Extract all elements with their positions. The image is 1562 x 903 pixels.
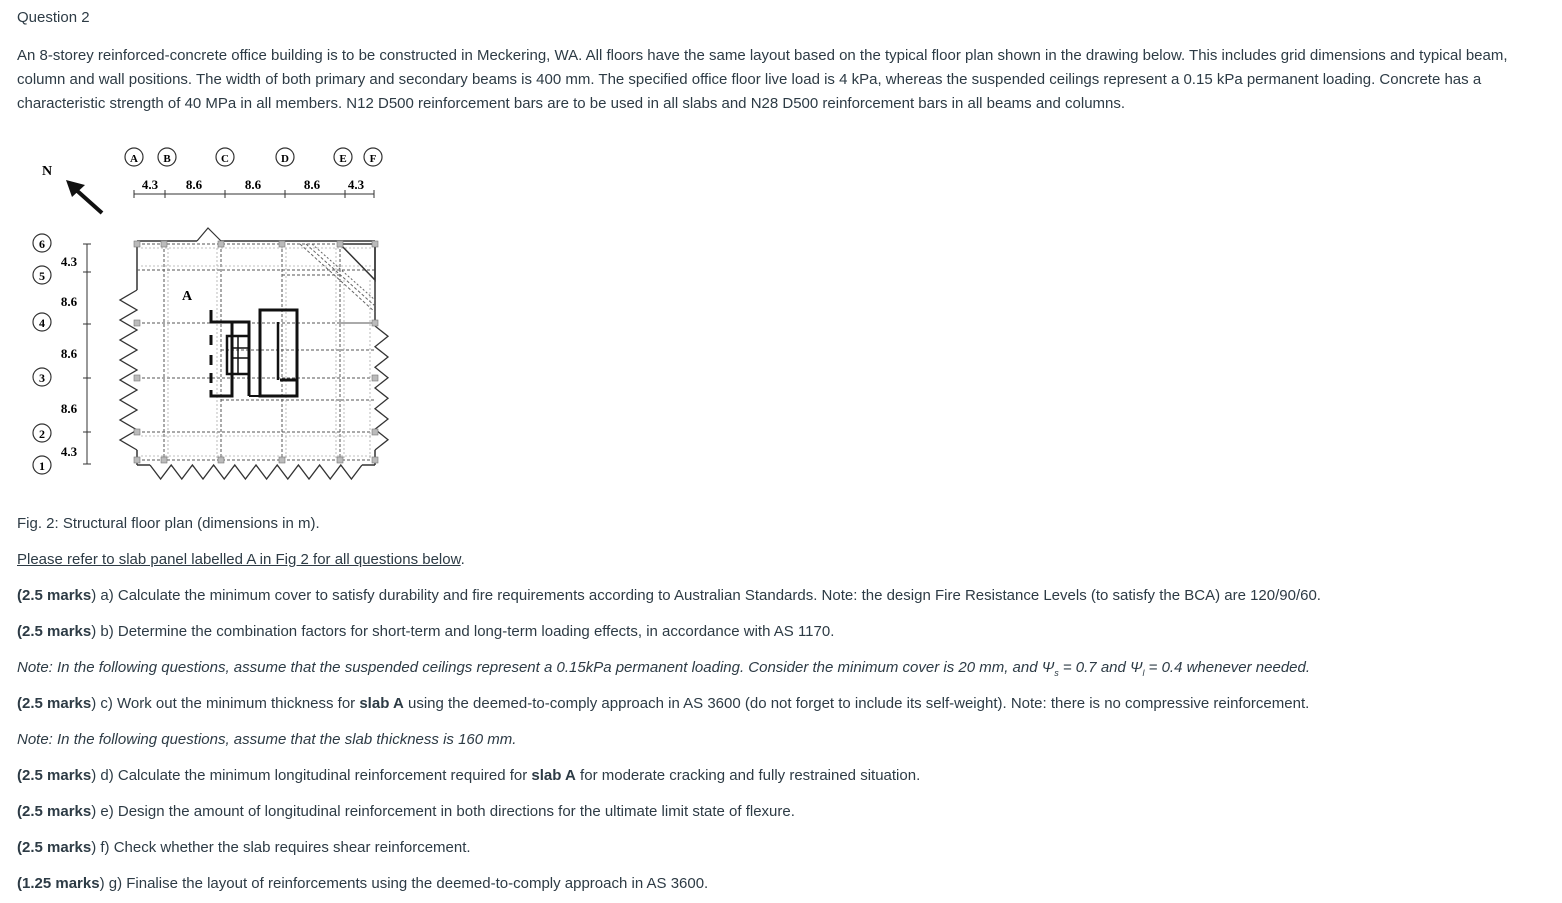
part-a bbox=[17, 587, 1321, 604]
column-spacing-label: 8.6 bbox=[244, 177, 262, 192]
north-arrow-icon bbox=[66, 180, 102, 213]
column-spacing-label: 8.6 bbox=[185, 177, 203, 192]
svg-text:2: 2 bbox=[39, 427, 45, 441]
part-d-bold: slab A bbox=[531, 767, 576, 784]
row-grid-bubble bbox=[33, 313, 51, 331]
part-b bbox=[17, 623, 834, 640]
column-marker bbox=[372, 241, 378, 247]
part-b-marks: (2.5 marks bbox=[17, 623, 92, 640]
row-grid-bubble bbox=[33, 424, 51, 442]
row-grid-bubble bbox=[33, 456, 51, 474]
north-label: N bbox=[42, 164, 53, 179]
part-d-text2: for moderate cracking and fully restrained situation. bbox=[575, 767, 921, 784]
column-marker bbox=[372, 320, 378, 326]
row-spacing-label: 8.6 bbox=[60, 346, 78, 361]
part-b-text: ) b) Determine the combination factors for short-term and long-term loading effects, in accordance with AS 1170. bbox=[91, 623, 835, 640]
row-grid-bubble bbox=[33, 234, 51, 252]
note-cover-p2: = 0.7 and Ψ bbox=[1058, 659, 1143, 676]
part-c-text2: using the deemed-to-comply approach in AS 3600 (do not forget to include its self-weight). Note: there is no compressive reinforcement. bbox=[403, 695, 1310, 712]
row-spacing-label: 4.3 bbox=[60, 254, 78, 269]
column-grid-bubble bbox=[158, 148, 176, 166]
svg-text:4: 4 bbox=[39, 316, 45, 330]
panel-label: A bbox=[182, 289, 193, 304]
beam-grid bbox=[137, 244, 375, 462]
refer-suffix: . bbox=[460, 551, 465, 568]
question-intro: An 8-storey reinforced-concrete office building is to be constructed in Meckering, WA. All floors have the same layout based on the typical floor plan shown in the drawing below. This includes grid dimensions and typical beam, column and wall positions. The width of both primary and secondary beams is 400 mm. The specified office floor live load is 4 kPa, whereas the suspended ceilings represent a 0.15 kPa permanent loading. Concrete has a characteristic strength of 40 MPa in all members. N12 D500 reinforcement bars are to be used in all slabs and N28 D500 reinforcement bars in all beams and columns. bbox=[17, 47, 1508, 112]
column-marker bbox=[134, 429, 140, 435]
corner-wall bbox=[300, 244, 375, 312]
question-title: Question 2 bbox=[17, 9, 90, 26]
column-grid-bubble bbox=[216, 148, 234, 166]
row-spacing-label: 8.6 bbox=[60, 294, 78, 309]
svg-text:E: E bbox=[339, 153, 347, 165]
column-grid-bubble bbox=[276, 148, 294, 166]
row-grid-bubble bbox=[33, 266, 51, 284]
svg-text:6: 6 bbox=[39, 237, 45, 251]
part-f-marks: (2.5 marks bbox=[17, 839, 92, 856]
refer-paragraph bbox=[17, 551, 465, 568]
column-grid-bubble bbox=[334, 148, 352, 166]
column-spacing-label: 8.6 bbox=[303, 177, 321, 192]
column-spacing-label: 4.3 bbox=[141, 177, 159, 192]
column-marker bbox=[279, 457, 285, 463]
part-a-text: ) a) Calculate the minimum cover to satisfy durability and fire requirements according to Australian Standards. Note: the design Fire Resistance Levels (to satisfy the BCA) are 120/90/60. bbox=[91, 587, 1321, 604]
svg-text:5: 5 bbox=[39, 269, 45, 283]
column-marker bbox=[218, 241, 224, 247]
part-g-text: ) g) Finalise the layout of reinforcements using the deemed-to-comply approach in AS 3600. bbox=[99, 875, 709, 892]
svg-text:A: A bbox=[130, 153, 138, 165]
part-d-marks: (2.5 marks bbox=[17, 767, 92, 784]
part-f bbox=[17, 839, 471, 856]
svg-text:B: B bbox=[163, 153, 171, 165]
column-marker bbox=[161, 457, 167, 463]
column-marker bbox=[161, 241, 167, 247]
column-marker bbox=[337, 457, 343, 463]
column-marker bbox=[134, 241, 140, 247]
svg-text:1: 1 bbox=[39, 459, 45, 473]
svg-text:C: C bbox=[221, 153, 229, 165]
part-a-marks: (2.5 marks bbox=[17, 587, 92, 604]
part-e-marks: (2.5 marks bbox=[17, 803, 92, 820]
svg-text:F: F bbox=[369, 153, 377, 165]
note-thickness: Note: In the following questions, assume that the slab thickness is 160 mm. bbox=[17, 731, 517, 748]
column-marker bbox=[134, 320, 140, 326]
row-spacing-label: 8.6 bbox=[60, 401, 78, 416]
refer-link[interactable]: Please refer to slab panel labelled A in Fig 2 for all questions below bbox=[17, 551, 461, 568]
part-c bbox=[17, 695, 1309, 712]
column-marker bbox=[134, 457, 140, 463]
column-marker bbox=[134, 375, 140, 381]
column-spacing-label: 4.3 bbox=[347, 177, 365, 192]
part-e bbox=[17, 803, 795, 820]
part-c-bold: slab A bbox=[359, 695, 404, 712]
part-g-marks: (1.25 marks bbox=[17, 875, 100, 892]
column-marker bbox=[218, 457, 224, 463]
note-cover-p1: Note: In the following questions, assume that the suspended ceilings represent a 0.15kPa permanent loading. Consider the minimum cover is 20 mm, and Ψ bbox=[17, 659, 1055, 676]
svg-text:3: 3 bbox=[39, 371, 45, 385]
svg-text:D: D bbox=[281, 153, 289, 165]
floor-plan-drawing bbox=[0, 140, 420, 490]
column-grid-bubble bbox=[364, 148, 382, 166]
row-grid-bubble bbox=[33, 368, 51, 386]
column-marker bbox=[279, 241, 285, 247]
part-d bbox=[17, 767, 920, 784]
part-g bbox=[17, 875, 708, 892]
column-marker bbox=[372, 375, 378, 381]
part-d-text1: ) d) Calculate the minimum longitudinal reinforcement required for bbox=[91, 767, 532, 784]
part-c-marks: (2.5 marks bbox=[17, 695, 92, 712]
floor-plan-figure bbox=[0, 140, 420, 490]
column-marker bbox=[337, 241, 343, 247]
note-cover-p3: = 0.4 whenever needed. bbox=[1144, 659, 1311, 676]
part-e-text: ) e) Design the amount of longitudinal reinforcement in both directions for the ultimate limit state of flexure. bbox=[91, 803, 795, 820]
note-cover bbox=[17, 659, 1310, 678]
note-cover-sub-s: s bbox=[1054, 668, 1059, 678]
column-marker bbox=[372, 429, 378, 435]
part-f-text: ) f) Check whether the slab requires shear reinforcement. bbox=[91, 839, 471, 856]
part-c-text1: ) c) Work out the minimum thickness for bbox=[91, 695, 360, 712]
column-marker bbox=[372, 457, 378, 463]
column-grid-bubble bbox=[125, 148, 143, 166]
figure-caption: Fig. 2: Structural floor plan (dimensions in m). bbox=[17, 515, 320, 532]
row-spacing-label: 4.3 bbox=[60, 444, 78, 459]
note-cover-sub-l: l bbox=[1142, 668, 1145, 678]
